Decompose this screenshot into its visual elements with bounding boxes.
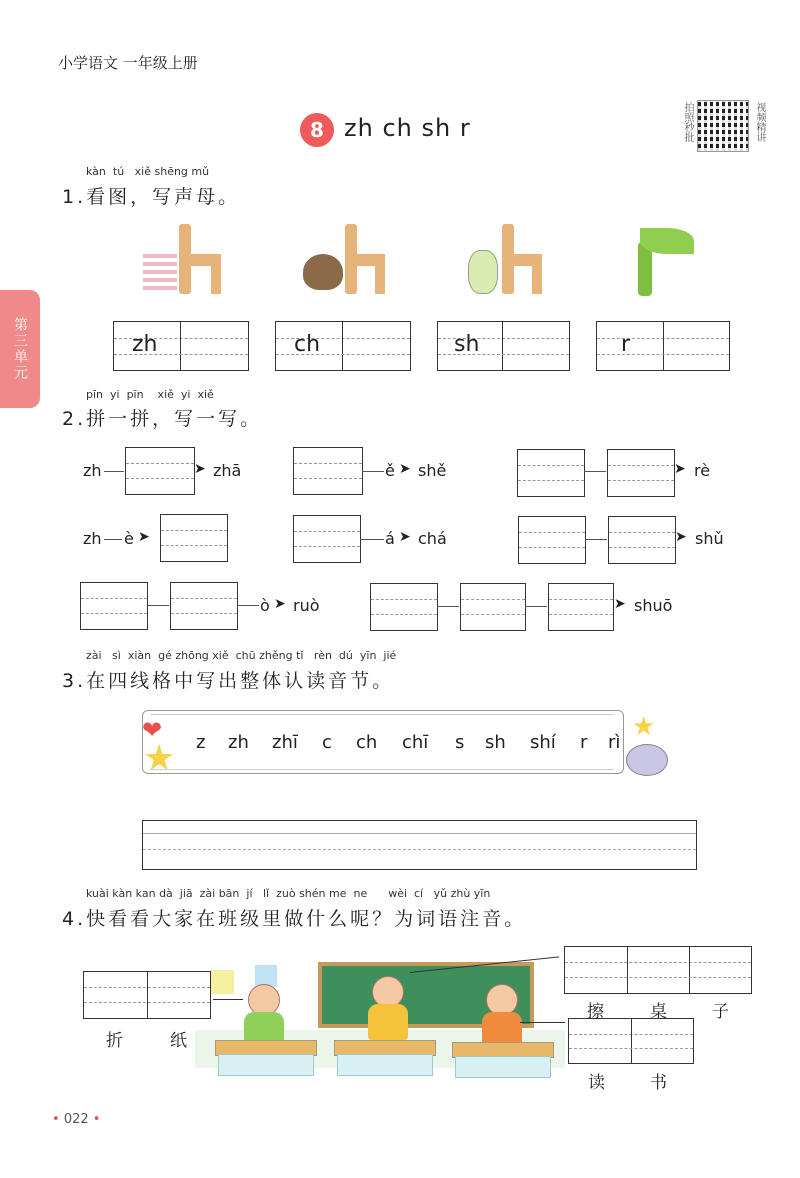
- q4-word-char: 桌: [650, 1002, 667, 1022]
- syllable: zhī: [272, 732, 298, 753]
- q2-r1-final: ě: [385, 461, 395, 480]
- syllable: zh: [228, 732, 249, 753]
- q2-r2-result: chá: [418, 529, 447, 548]
- q2-r2-box3[interactable]: [518, 516, 586, 564]
- q2-r2-initial: zh: [83, 529, 102, 548]
- q3-writing-line[interactable]: [142, 820, 697, 870]
- qr-left-label: 拍照秒批: [682, 102, 693, 142]
- q2-r3-box2[interactable]: [170, 582, 238, 630]
- page-header: 小学语文 一年级上册: [58, 54, 198, 72]
- q2-r1-result: zhā: [213, 461, 242, 480]
- q1-pinyin: kàn tú xiě shēng mǔ: [86, 165, 210, 178]
- q2-r3-box1[interactable]: [80, 582, 148, 630]
- q4-word-char: 擦: [587, 1002, 604, 1022]
- sample-letter: r: [621, 332, 631, 357]
- q2-pinyin: pīn yi pīn xiě yi xiě: [86, 388, 214, 401]
- sample-letter: ch: [294, 332, 321, 357]
- q3-title: 3.在四线格中写出整体认读音节。: [62, 670, 395, 692]
- q2-r2-box2[interactable]: [293, 515, 361, 563]
- q4-pinyin: kuài kàn kan dà jiā zài bān jí lǐ zuò shén me ne wèi cí yǔ zhù yīn: [86, 887, 491, 900]
- q4-title: 4.快看看大家在班级里做什么呢？为词语注音。: [62, 908, 527, 930]
- q1-write-box-zh[interactable]: [113, 321, 249, 371]
- q4-box-dushu[interactable]: [568, 1018, 694, 1064]
- syllable: sh: [485, 732, 506, 753]
- q2-r3-box4[interactable]: [460, 583, 526, 631]
- star-icon: ★: [632, 712, 656, 742]
- syllable: ch: [356, 732, 378, 753]
- syllable: shí: [530, 732, 556, 753]
- q4-word-char: 纸: [170, 1031, 187, 1051]
- q1-write-box-sh[interactable]: [437, 321, 570, 371]
- heart-icon: ❤: [142, 716, 163, 744]
- q2-r2-box4[interactable]: [608, 516, 676, 564]
- q2-r1-result3: rè: [694, 461, 711, 480]
- page-number: • 022 •: [52, 1112, 101, 1127]
- syllable: rì: [608, 732, 621, 753]
- syllable: s: [455, 732, 465, 753]
- q1-title: 1.看图，写声母。: [62, 186, 241, 208]
- qr-code-icon[interactable]: [697, 100, 749, 152]
- q2-r3-result2: shuō: [634, 596, 673, 615]
- q2-r3-final: ò: [260, 596, 270, 615]
- q2-title: 2.拼一拼，写一写。: [62, 408, 263, 430]
- qr-right-label: 视频精讲: [754, 102, 765, 142]
- q2-r3-result: ruò: [293, 596, 320, 615]
- cloud-character-icon: [626, 744, 668, 776]
- syllable: c: [322, 732, 332, 753]
- ch-picture: [303, 224, 383, 296]
- q4-word-char: 书: [650, 1073, 667, 1093]
- sample-letter: sh: [454, 332, 480, 357]
- q4-box-zhezhi[interactable]: [83, 971, 211, 1019]
- q2-r1-box1[interactable]: [125, 447, 195, 495]
- q2-r2-final: è: [124, 529, 134, 548]
- q2-r3-box3[interactable]: [370, 583, 438, 631]
- q2-r1-result2: shě: [418, 461, 447, 480]
- q2-r1-box3[interactable]: [517, 449, 585, 497]
- sh-picture: [466, 224, 546, 296]
- syllable: r: [580, 732, 588, 753]
- q2-r2-result2: shǔ: [695, 529, 724, 548]
- star-icon: ★: [143, 738, 176, 779]
- lesson-title: zh ch sh r: [344, 114, 471, 142]
- q1-write-box-r[interactable]: [596, 321, 730, 371]
- q2-r1-box4[interactable]: [607, 449, 675, 497]
- syllable: chī: [402, 732, 429, 753]
- sample-letter: zh: [132, 332, 158, 357]
- q2-r3-box5[interactable]: [548, 583, 614, 631]
- unit-tab: 第三单元: [0, 290, 40, 408]
- q2-r1-initial: zh: [83, 461, 102, 480]
- q1-write-box-ch[interactable]: [275, 321, 411, 371]
- zh-picture: [143, 224, 223, 296]
- lesson-number-badge: 8: [300, 113, 334, 147]
- q4-word-char: 折: [106, 1031, 123, 1051]
- q2-r2-final2: á: [385, 529, 395, 548]
- syllable: z: [196, 732, 206, 753]
- q4-box-cazhuozi[interactable]: [564, 946, 752, 994]
- q4-word-char: 读: [588, 1073, 605, 1093]
- r-picture: [630, 226, 700, 296]
- q4-word-char: 子: [712, 1002, 729, 1022]
- q2-r1-box2[interactable]: [293, 447, 363, 495]
- q2-r2-box1[interactable]: [160, 514, 228, 562]
- q3-pinyin: zài sì xiàn gé zhōng xiě chū zhěng tǐ rèn dú yīn jié: [86, 649, 397, 662]
